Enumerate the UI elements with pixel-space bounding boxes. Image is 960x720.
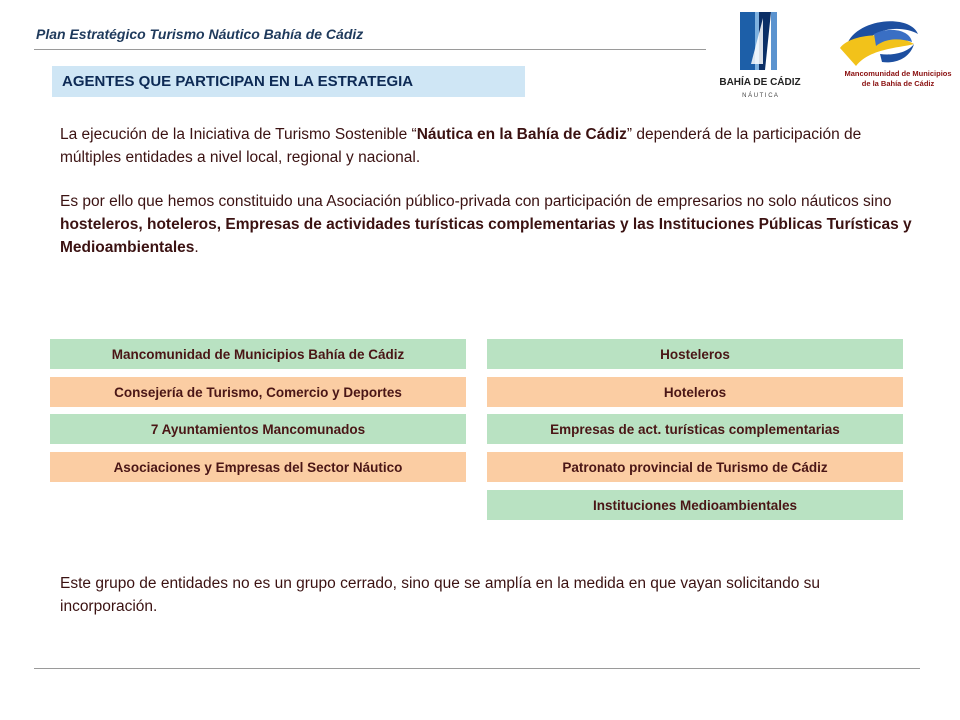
logo-text-bahia-de-cadiz: BAHÍA DE CÁDIZ	[719, 77, 801, 88]
logo-text-mancomunidad-line2: de la Bahía de Cádiz	[861, 79, 935, 88]
intro-text-before: La ejecución de la Iniciativa de Turismo Sostenible “	[60, 126, 417, 143]
header-divider	[34, 49, 706, 50]
intro-paragraph	[60, 123, 920, 169]
association-text-after: .	[194, 239, 199, 256]
logo-text-nautica: N Á U T I C A	[742, 93, 778, 99]
agent-box-hosteleros: Hosteleros	[487, 339, 903, 369]
footer-divider	[34, 668, 920, 669]
agent-box-empresas: Empresas de act. turísticas complementarias	[487, 414, 903, 444]
agent-box-hoteleros: Hoteleros	[487, 377, 903, 407]
mancomunidad-logo	[830, 14, 955, 94]
agent-box-consejeria: Consejería de Turismo, Comercio y Deportes	[50, 377, 466, 407]
closing-paragraph: Este grupo de entidades no es un grupo cerrado, sino que se amplía en la medida en que vayan solicitando su incorporación.	[60, 575, 821, 615]
document-header-title: Plan Estratégico Turismo Náutico Bahía de Cádiz	[36, 26, 364, 42]
agent-box-medioambientales: Instituciones Medioambientales	[487, 490, 903, 520]
section-title: AGENTES QUE PARTICIPAN EN LA ESTRATEGIA	[52, 66, 525, 97]
association-text-before: Es por ello que hemos constituido una Asociación público-privada con participación de empresarios no solo náuticos sino	[60, 193, 892, 210]
agent-box-ayuntamientos: 7 Ayuntamientos Mancomunados	[50, 414, 466, 444]
logo-text-mancomunidad-line1: Mancomunidad de Municipios	[844, 69, 952, 78]
agent-box-mancomunidad: Mancomunidad de Municipios Bahía de Cádiz	[50, 339, 466, 369]
association-paragraph	[60, 190, 920, 259]
intro-text-after: ” dependerá de la participación de múltiples entidades a nivel local, regional y nacional.	[60, 126, 862, 166]
agent-box-patronato: Patronato provincial de Turismo de Cádiz	[487, 452, 903, 482]
intro-text-highlight: Náutica en la Bahía de Cádiz	[416, 126, 627, 143]
association-text-highlight: hosteleros, hoteleros, Empresas de actividades turísticas complementarias y las Instituciones Públicas Turísticas y Medioambientales	[60, 216, 912, 256]
bahia-de-cadiz-nautica-logo	[705, 8, 815, 102]
agent-box-asociaciones: Asociaciones y Empresas del Sector Náutico	[50, 452, 466, 482]
